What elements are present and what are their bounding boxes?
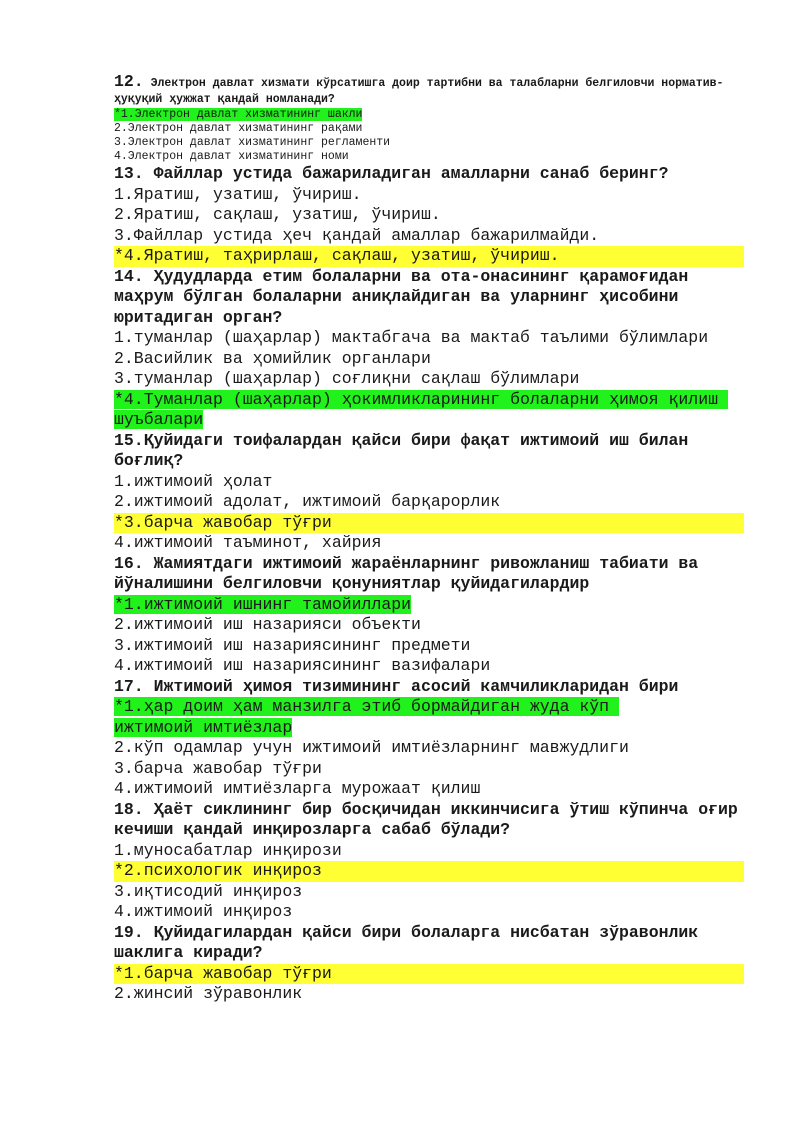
question-number: 15. (114, 430, 144, 450)
answer-option: 1.муносабатлар инқирози (114, 840, 342, 860)
answer-option (114, 964, 754, 985)
question-text (114, 164, 754, 185)
question-number: 13. (114, 164, 144, 183)
question-text (114, 554, 754, 595)
question-body: Қуйидагилардан қайси бири болаларга нисбатан зўравонлик шаклига киради? (114, 922, 699, 962)
correct-answer: *1.ҳар доим ҳам манзилга этиб бормайдиган жуда кўп ижтимоий имтиёзлар (114, 697, 619, 737)
correct-answer: *2.психологик инқироз (114, 861, 744, 882)
question-text (114, 923, 754, 964)
answer-option (114, 246, 754, 267)
answer-option: 2.кўп одамлар учун ижтимоий имтиёзларнинг мавжудлиги (114, 738, 629, 757)
correct-answer: *1.барча жавобар тўғри (114, 964, 744, 985)
answer-option: 4.ижтимоий иш назариясининг вазифалари (114, 656, 491, 675)
answer-option: 3.туманлар (шаҳарлар) соғлиқни сақлаш бўлимлари (114, 369, 580, 388)
question-body: Ҳудудларда етим болаларни ва ота-онасининг қарамоғидан маҳрум бўлган болаларни аниқлайдиган ва уларнинг ҳисобини юритадиган орган? (114, 266, 689, 327)
correct-answer: *4.Яратиш, таҳрирлаш, сақлаш, узатиш, ўчириш. (114, 246, 744, 267)
question-number: 14. (114, 266, 144, 286)
question-body: Электрон давлат хизмати кўрсатишга доир тартибни ва талабларни белгиловчи норматив- ҳуқуқий ҳужжат қандай номланади? (114, 77, 724, 106)
answer-option: 2.ижтимоий иш назарияси объекти (114, 615, 421, 634)
correct-answer: *1.ижтимоий ишнинг тамойиллари (114, 594, 412, 614)
answer-option: 2.жинсий зўравонлик (114, 984, 303, 1003)
answer-option: 4.ижтимоий имтиёзларга мурожаат қилиш (114, 779, 481, 798)
question-number: 17. (114, 676, 144, 696)
document-page (114, 74, 754, 1005)
answer-option (114, 513, 754, 534)
question-number: 18. (114, 799, 144, 819)
answer-option: 2.Васийлик ва ҳомийлик органлари (114, 348, 431, 368)
question-14 (114, 267, 754, 431)
correct-answer: *4.Туманлар (шаҳарлар) ҳокимликларининг болаларни ҳимоя қилиш шуъбалари (114, 389, 728, 429)
answer-option (114, 108, 754, 122)
correct-answer: *3.барча жавобар тўғри (114, 513, 744, 534)
question-number: 16. (114, 553, 144, 573)
question-12 (114, 74, 754, 164)
question-body: Жамиятдаги ижтимоий жараёнларнинг ривожланиш табиати ва йўналишини белгиловчи қонуниятлар қуйидагилардир (114, 553, 699, 593)
answer-option (114, 390, 754, 431)
answer-option: 3.Электрон давлат хизматининг регламенти (114, 136, 391, 149)
answer-option (114, 861, 754, 882)
correct-answer: *1.Электрон давлат хизматининг шакли (114, 108, 363, 121)
question-text (114, 74, 754, 108)
question-number: 12. (114, 72, 144, 91)
question-number: 19. (114, 922, 144, 942)
answer-option: 3.барча жавобар тўғри (114, 758, 322, 778)
answer-option (114, 697, 654, 738)
answer-option: 1.туманлар (шаҳарлар) мактабгача ва мактаб таълими бўлимлари (114, 328, 709, 347)
answer-option: 3.иқтисодий инқироз (114, 881, 303, 901)
question-text (114, 267, 754, 329)
question-15 (114, 431, 754, 554)
answer-option: 3.ижтимоий иш назариясининг предмети (114, 635, 471, 655)
answer-option (114, 595, 754, 616)
answer-option: 2.Яратиш, сақлаш, узатиш, ўчириш. (114, 205, 441, 224)
question-16 (114, 554, 754, 677)
answer-option: 4.ижтимоий инқироз (114, 902, 293, 921)
answer-option: 4.Электрон давлат хизматининг номи (114, 150, 349, 163)
answer-option: 3.Файллар устида ҳеч қандай амаллар бажарилмайди. (114, 225, 600, 245)
question-19 (114, 923, 754, 1005)
question-18 (114, 800, 754, 923)
answer-option: 1.ижтимоий ҳолат (114, 471, 273, 491)
answer-option: 2.ижтимоий адолат, ижтимоий барқарорлик (114, 492, 501, 511)
question-body: Ҳаёт сиклининг бир босқичидан иккинчисига ўтиш кўпинча оғир кечиши қандай инқирозларга сабаб бўлади? (114, 799, 738, 839)
question-body: Ижтимоий ҳимоя тизимининг асосий камчиликларидан бири (143, 676, 679, 696)
answer-option: 4.ижтимоий таъминот, хайрия (114, 533, 382, 552)
question-13 (114, 164, 754, 267)
question-text (114, 431, 754, 472)
question-body: Қуйидаги тоифалардан қайси бири фақат ижтимоий иш билан боғлиқ? (114, 430, 689, 470)
answer-option: 2.Электрон давлат хизматининг рақами (114, 122, 363, 135)
question-text (114, 800, 754, 841)
question-text (114, 677, 754, 698)
answer-option: 1.Яратиш, узатиш, ўчириш. (114, 184, 362, 204)
question-17 (114, 677, 754, 800)
question-body: Файллар устида бажариладиган амалларни санаб беринг? (143, 164, 669, 183)
